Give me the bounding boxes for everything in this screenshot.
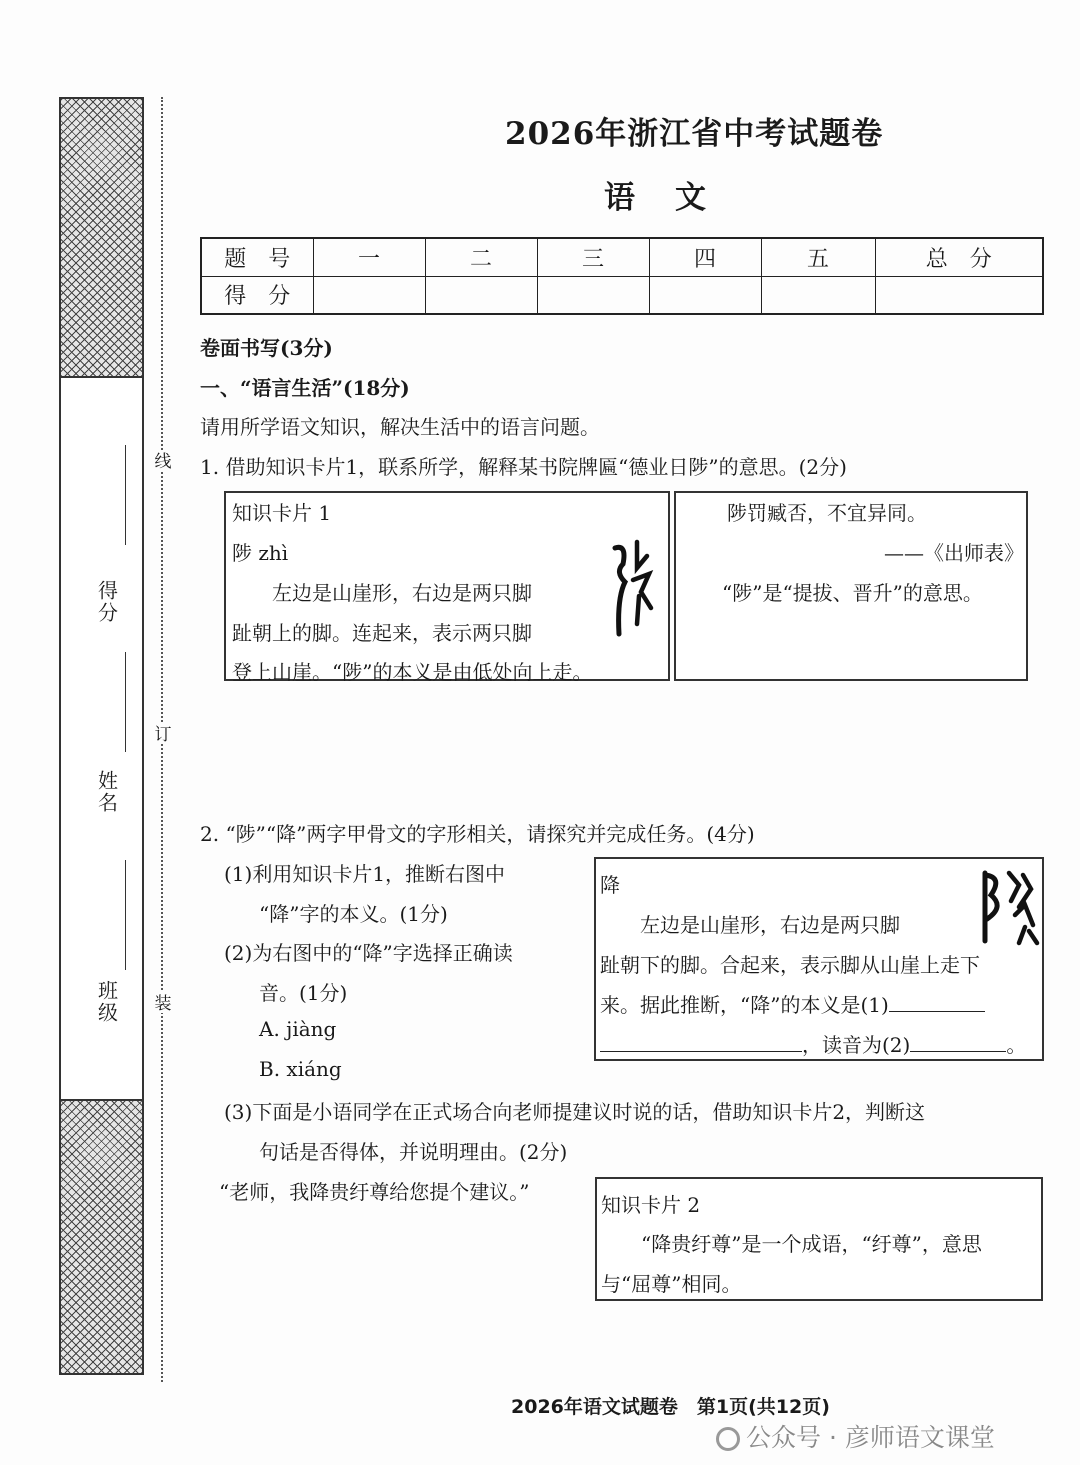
score-row-label: 得 分 xyxy=(201,276,313,314)
score-header-cell: 总 分 xyxy=(875,238,1043,276)
card-text-line: 登上山崖。“陟”的本义是由低处向上走。 xyxy=(232,660,593,684)
score-header-cell: 四 xyxy=(649,238,761,276)
score-cell[interactable] xyxy=(649,276,761,314)
quote-card xyxy=(674,491,1028,681)
name-label: 姓名 xyxy=(94,770,119,814)
answer-blank-1-cont[interactable] xyxy=(600,1031,802,1052)
score-cell[interactable] xyxy=(313,276,425,314)
card-text-line-with-blanks xyxy=(600,1029,1026,1058)
question-2-stem: 2. “陟”“降”两字甲骨文的字形相关，请探究并完成任务。(4分) xyxy=(200,822,755,846)
wechat-icon xyxy=(716,1427,740,1451)
card-text-line: 与“屈尊”相同。 xyxy=(601,1272,742,1296)
exam-title: 2026年浙江省中考试题卷 xyxy=(505,116,884,152)
quote-text: 陟罚臧否，不宜异同。 xyxy=(727,501,927,525)
score-table xyxy=(200,237,1044,315)
option-b[interactable]: B. xiáng xyxy=(259,1057,342,1081)
score-line-top xyxy=(125,445,126,545)
score-cell[interactable] xyxy=(875,276,1043,314)
binding-word-xian: 线 xyxy=(149,450,174,471)
watermark-text: 公众号 · 彦师语文课堂 xyxy=(746,1423,995,1452)
page-footer: 2026年语文试题卷 第1页(共12页) xyxy=(511,1396,830,1418)
knowledge-card-1 xyxy=(224,491,670,684)
binding-strip xyxy=(59,97,144,1375)
card-text-line: “降贵纡尊”是一个成语，“纡尊”，意思 xyxy=(641,1232,982,1256)
section-1-heading: 一、“语言生活”(18分) xyxy=(200,376,410,400)
card-text-line-with-blank xyxy=(600,989,985,1018)
subject-char-1: 语 xyxy=(604,180,635,216)
subject-char-2: 文 xyxy=(675,180,706,216)
watermark xyxy=(716,1418,995,1454)
section-1-instruction: 请用所学语文知识，解决生活中的语言问题。 xyxy=(200,415,600,439)
question-2-sub1-line1: (1)利用知识卡片1，推断右图中 xyxy=(224,862,506,886)
answer-blank-2[interactable] xyxy=(910,1031,1006,1052)
class-line xyxy=(125,860,126,970)
question-1-stem: 1. 借助知识卡片1，联系所学，解释某书院牌匾“德业日陟”的意思。(2分) xyxy=(200,455,847,479)
score-header-cell: 五 xyxy=(761,238,875,276)
card-text-line: ，读音为(2) xyxy=(802,1033,911,1057)
score-cell[interactable] xyxy=(537,276,649,314)
card-title: 降 xyxy=(600,873,620,897)
card-title: 知识卡片 2 xyxy=(601,1193,701,1217)
card-text-line: 左边是山崖形，右边是两只脚 xyxy=(640,913,900,937)
oracle-glyph-jiang-icon xyxy=(979,867,1041,947)
card-title: 知识卡片 1 xyxy=(232,501,332,525)
score-header-cell: 三 xyxy=(537,238,649,276)
card-text-line: 趾朝上的脚。连起来，表示两只脚 xyxy=(232,621,532,645)
quote-source: ——《出师表》 xyxy=(884,541,1024,565)
score-cell[interactable] xyxy=(761,276,875,314)
question-2-sub2-line2: 音。(1分) xyxy=(259,981,348,1005)
name-line xyxy=(125,652,126,752)
question-2-sub3-line2: 句话是否得体，并说明理由。(2分) xyxy=(259,1140,568,1164)
speech-quote: “老师，我降贵纡尊给您提个建议。” xyxy=(219,1180,530,1204)
jiang-card xyxy=(594,857,1044,1061)
binding-word-zhuang: 装 xyxy=(149,992,174,1013)
binding-word-ding: 订 xyxy=(149,723,174,744)
hatch-pattern-top xyxy=(61,99,142,378)
question-2-sub1-line2: “降”字的本义。(1分) xyxy=(259,902,448,926)
class-label: 班级 xyxy=(94,980,119,1024)
oracle-glyph-zhi-icon xyxy=(609,538,659,638)
quote-meaning: “陟”是“提拔、晋升”的意思。 xyxy=(722,581,983,605)
score-header-cell: 二 xyxy=(425,238,537,276)
score-label: 得分 xyxy=(94,580,119,624)
card-text-end: 。 xyxy=(1006,1033,1027,1057)
option-a[interactable]: A. jiàng xyxy=(259,1017,337,1041)
score-cell[interactable] xyxy=(425,276,537,314)
card-text-line: 左边是山崖形，右边是两只脚 xyxy=(272,581,532,605)
score-header-cell: 题 号 xyxy=(201,238,313,276)
score-header-cell: 一 xyxy=(313,238,425,276)
question-2-sub3-line1: (3)下面是小语同学在正式场合向老师提建议时说的话，借助知识卡片2，判断这 xyxy=(224,1100,926,1124)
card-text-line: 趾朝下的脚。合起来，表示脚从山崖上走下 xyxy=(600,953,980,977)
knowledge-card-2 xyxy=(595,1177,1043,1301)
question-2-sub2-line1: (2)为右图中的“降”字选择正确读 xyxy=(224,941,513,965)
card-text-line: 来。据此推断，“降”的本义是(1) xyxy=(600,993,889,1017)
card-entry: 陟 zhì xyxy=(232,541,289,565)
subject-title xyxy=(200,172,1080,217)
hatch-pattern-bottom xyxy=(61,1099,142,1373)
writing-score-note: 卷面书写(3分) xyxy=(200,336,333,360)
answer-blank-1[interactable] xyxy=(889,991,985,1012)
